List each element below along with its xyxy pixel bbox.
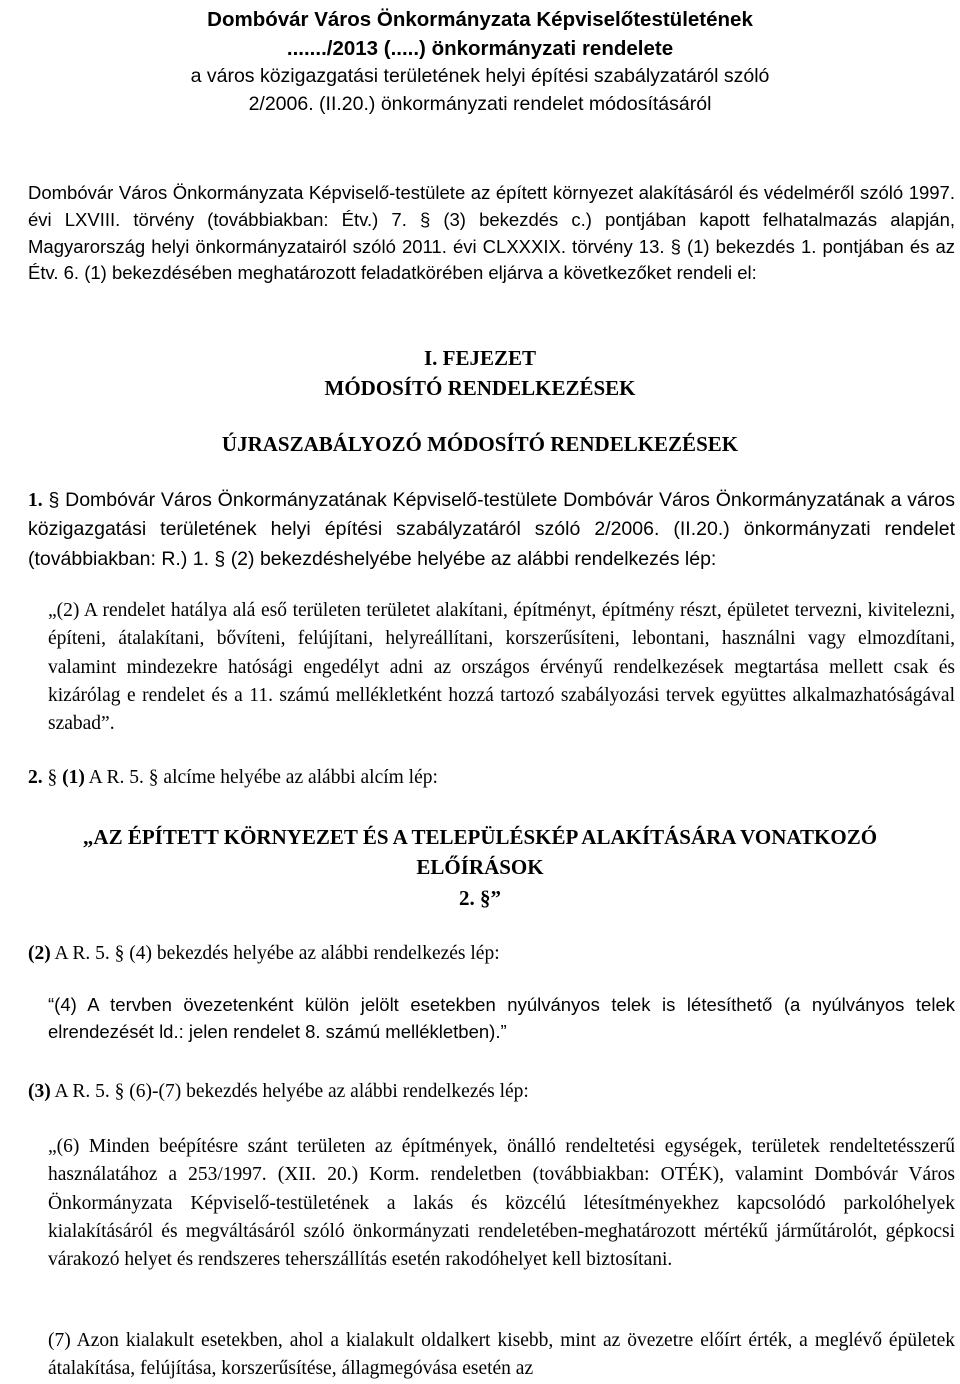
section-2-3-quote-a: „(6) Minden beépítésre szánt területen az építmények, önálló rendeltetési egységek, területek rendeltetésszerű használatához a 253/1997. (XII. 20.) Korm. rendeletben (továbbiakban: OTÉK), valamint Dombóvár Város Önkormányzata Képviselő-testületének a lakás és közcélú létesítményekhez kapcsolódó parkolóhelyek kialakításáról és megváltásáról szóló önkormányzati rendeletében-meghatározott mértékű járműtárolót, gépkocsi várakozó helyet és rendszeres teherszállítás esetén rakodóhelyet kell biztosítani. bbox=[48, 1136, 955, 1271]
quote-title-line-3: 2. §” bbox=[459, 885, 501, 910]
title-line-2: ......./2013 (.....) önkormányzati rendelete bbox=[286, 36, 674, 60]
quote-title-line-1: „AZ ÉPÍTETT KÖRNYEZET ÉS A TELEPÜLÉSKÉP ALAKÍTÁSÁRA VONATKOZÓ bbox=[82, 825, 878, 849]
section-1-quote: „(2) A rendelet hatálya alá eső területen területet alakítani, építményt, építmény részt, épületet tervezni, kivitelezni, építeni, átalakítani, bővíteni, felújítani, helyreállítani, korszerűsíteni, lebontani, használni vagy elmozdítani, valamint mindezekre hatósági engedélyt adni az országos érvényű rendelkezések megtartása mellett csak és kizárólag e rendelet és a 11. számú mellékletként hozzá tartozó szabályozási tervek együttes alkalmazhatóságával szabad”. bbox=[48, 600, 955, 735]
section-2-2-quote: “(4) A tervben övezetenként külön jelölt esetekben nyúlványos telek is létesíthető (a nyúlványos telek elrendezését ld.: jelen rendelet 8. számú mellékletben).” bbox=[48, 994, 955, 1042]
chapter-title: MÓDOSÍTÓ RENDELKEZÉSEK bbox=[324, 376, 636, 400]
section-2-sub-2: (2) bbox=[28, 943, 51, 964]
section-2-sub-3: (3) bbox=[28, 1081, 51, 1102]
section-2-3-quote-b: (7) Azon kialakult esetekben, ahol a kialakult oldalkert kisebb, mint az övezetre előírt érték, a meglévő épületek átalakítása, felújítása, korszerűsítése, állagmegóvása esetén az bbox=[48, 1330, 955, 1380]
title-line-3: a város közigazgatási területének helyi építési szabályzatáról szóló bbox=[190, 65, 770, 88]
section-sign: § bbox=[42, 767, 63, 788]
title-line-4: 2/2006. (II.20.) önkormányzati rendelet módosításáról bbox=[248, 92, 712, 115]
section-2-3-text: A R. 5. § (6)-(7) bekezdés helyébe az alábbi rendelkezés lép: bbox=[50, 1081, 529, 1102]
section-2-text: A R. 5. § alcíme helyébe az alábbi alcím lép: bbox=[84, 767, 438, 788]
title-line-1: Dombóvár Város Önkormányzata Képviselőtestületének bbox=[207, 8, 753, 31]
section-2-2-text: A R. 5. § (4) bekezdés helyébe az alábbi rendelkezés lép: bbox=[50, 943, 500, 964]
document-title bbox=[0, 6, 960, 118]
preamble-paragraph: Dombóvár Város Önkormányzata Képviselő-testülete az épített környezet alakításáról és védelméről szóló 1997. évi LXVIII. törvény (továbbiakban: Étv.) 7. § (3) bekezdés c.) pontjában kapott felhatalmazás alapján, Magyarország helyi önkormányzatairól szóló 2011. évi CLXXXIX. törvény 13. § (1) bekezdés 1. pontjában és az Étv. 6. (1) bekezdésében meghatározott feladatkörében eljárva a következőket rendeli el: bbox=[28, 182, 955, 284]
section-2-number: 2. bbox=[28, 767, 43, 788]
section-1-text: § Dombóvár Város Önkormányzatának Képviselő-testülete Dombóvár Város Önkormányzatának a város közigazgatási területének helyi építési szabályzatáról szóló 2/2006. (II.20.) önkormányzati rendelet (továbbiakban: R.) 1. § (2) bekezdéshelyébe helyébe az alábbi rendelkezés lép: bbox=[28, 489, 955, 570]
section-2-paragraph-3 bbox=[28, 1078, 955, 1106]
section-1-number: 1. bbox=[28, 490, 43, 511]
section-2-sub-1: (1) bbox=[62, 767, 85, 788]
chapter-subtitle: ÚJRASZABÁLYOZÓ MÓDOSÍTÓ RENDELKEZÉSEK bbox=[221, 432, 739, 456]
chapter-number: I. FEJEZET bbox=[423, 346, 537, 370]
section-1 bbox=[28, 486, 955, 574]
section-2-quote-title bbox=[0, 822, 960, 913]
section-2-paragraph-2 bbox=[28, 940, 955, 968]
quote-title-line-2: ELŐÍRÁSOK bbox=[416, 855, 544, 880]
section-2 bbox=[28, 764, 955, 792]
